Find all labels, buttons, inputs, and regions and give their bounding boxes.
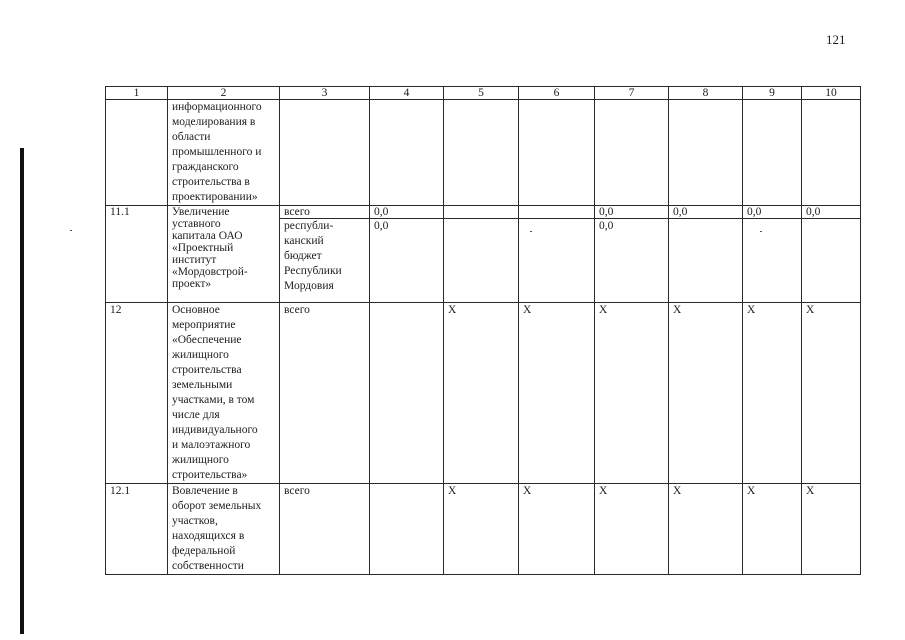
value-cell: X: [444, 484, 519, 575]
value-cell: X: [802, 303, 861, 484]
value-cell: 0,0: [743, 206, 802, 219]
value-cell: X: [444, 303, 519, 484]
value-cell: X: [669, 303, 743, 484]
value-cell: 0,0: [802, 206, 861, 219]
column-number-row: [106, 87, 861, 100]
value-cell: X: [743, 484, 802, 575]
value-cell: [802, 219, 861, 303]
table-row: [106, 484, 861, 575]
row-number: 12: [106, 303, 168, 484]
value-cell: 0,0: [595, 219, 669, 303]
col-header: 7: [595, 87, 669, 100]
value-cell: X: [595, 303, 669, 484]
col-header: 10: [802, 87, 861, 100]
col-header: 8: [669, 87, 743, 100]
col-header: 1: [106, 87, 168, 100]
value-cell: 0,0: [595, 206, 669, 219]
activity-description: информационного моделирования в области промышленного и гражданского строительства в проектировании»: [168, 100, 280, 206]
table-row: [106, 206, 861, 219]
scan-speck: [70, 230, 72, 231]
value-cell: X: [519, 484, 595, 575]
value-cell: X: [802, 484, 861, 575]
row-number: 11.1: [106, 206, 168, 303]
value-cell: X: [595, 484, 669, 575]
activity-description: Увеличение уставного капитала ОАО «Проектный институт «Мордовстрой- проект»: [168, 206, 280, 303]
activity-description: Вовлечение в оборот земельных участков, находящихся в федеральной собственности: [168, 484, 280, 575]
value-cell: [444, 206, 519, 219]
table-row: [106, 303, 861, 484]
col-header: 6: [519, 87, 595, 100]
value-cell: X: [669, 484, 743, 575]
col-header: 3: [280, 87, 370, 100]
value-cell: [519, 219, 595, 303]
value-cell: [370, 303, 444, 484]
col-header: 9: [743, 87, 802, 100]
funding-source: всего: [280, 303, 370, 484]
page-number: 121: [826, 32, 846, 47]
scan-edge-artifact: [20, 148, 24, 634]
funding-source: республи- канский бюджет Республики Мордовия: [280, 219, 370, 303]
funding-source: всего: [280, 206, 370, 219]
funding-source: всего: [280, 484, 370, 575]
col-header: 4: [370, 87, 444, 100]
value-cell: [519, 206, 595, 219]
value-cell: [370, 484, 444, 575]
value-cell: X: [743, 303, 802, 484]
program-table: [105, 86, 861, 575]
col-header: 5: [444, 87, 519, 100]
row-number: 12.1: [106, 484, 168, 575]
value-cell: 0,0: [370, 219, 444, 303]
value-cell: [743, 219, 802, 303]
value-cell: X: [519, 303, 595, 484]
col-header: 2: [168, 87, 280, 100]
value-cell: [444, 219, 519, 303]
value-cell: [669, 219, 743, 303]
value-cell: 0,0: [370, 206, 444, 219]
table-row: [106, 100, 861, 206]
activity-description: Основное мероприятие «Обеспечение жилищного строительства земельными участками, в том числе для индивидуального и малоэтажного жилищного строительства»: [168, 303, 280, 484]
value-cell: 0,0: [669, 206, 743, 219]
